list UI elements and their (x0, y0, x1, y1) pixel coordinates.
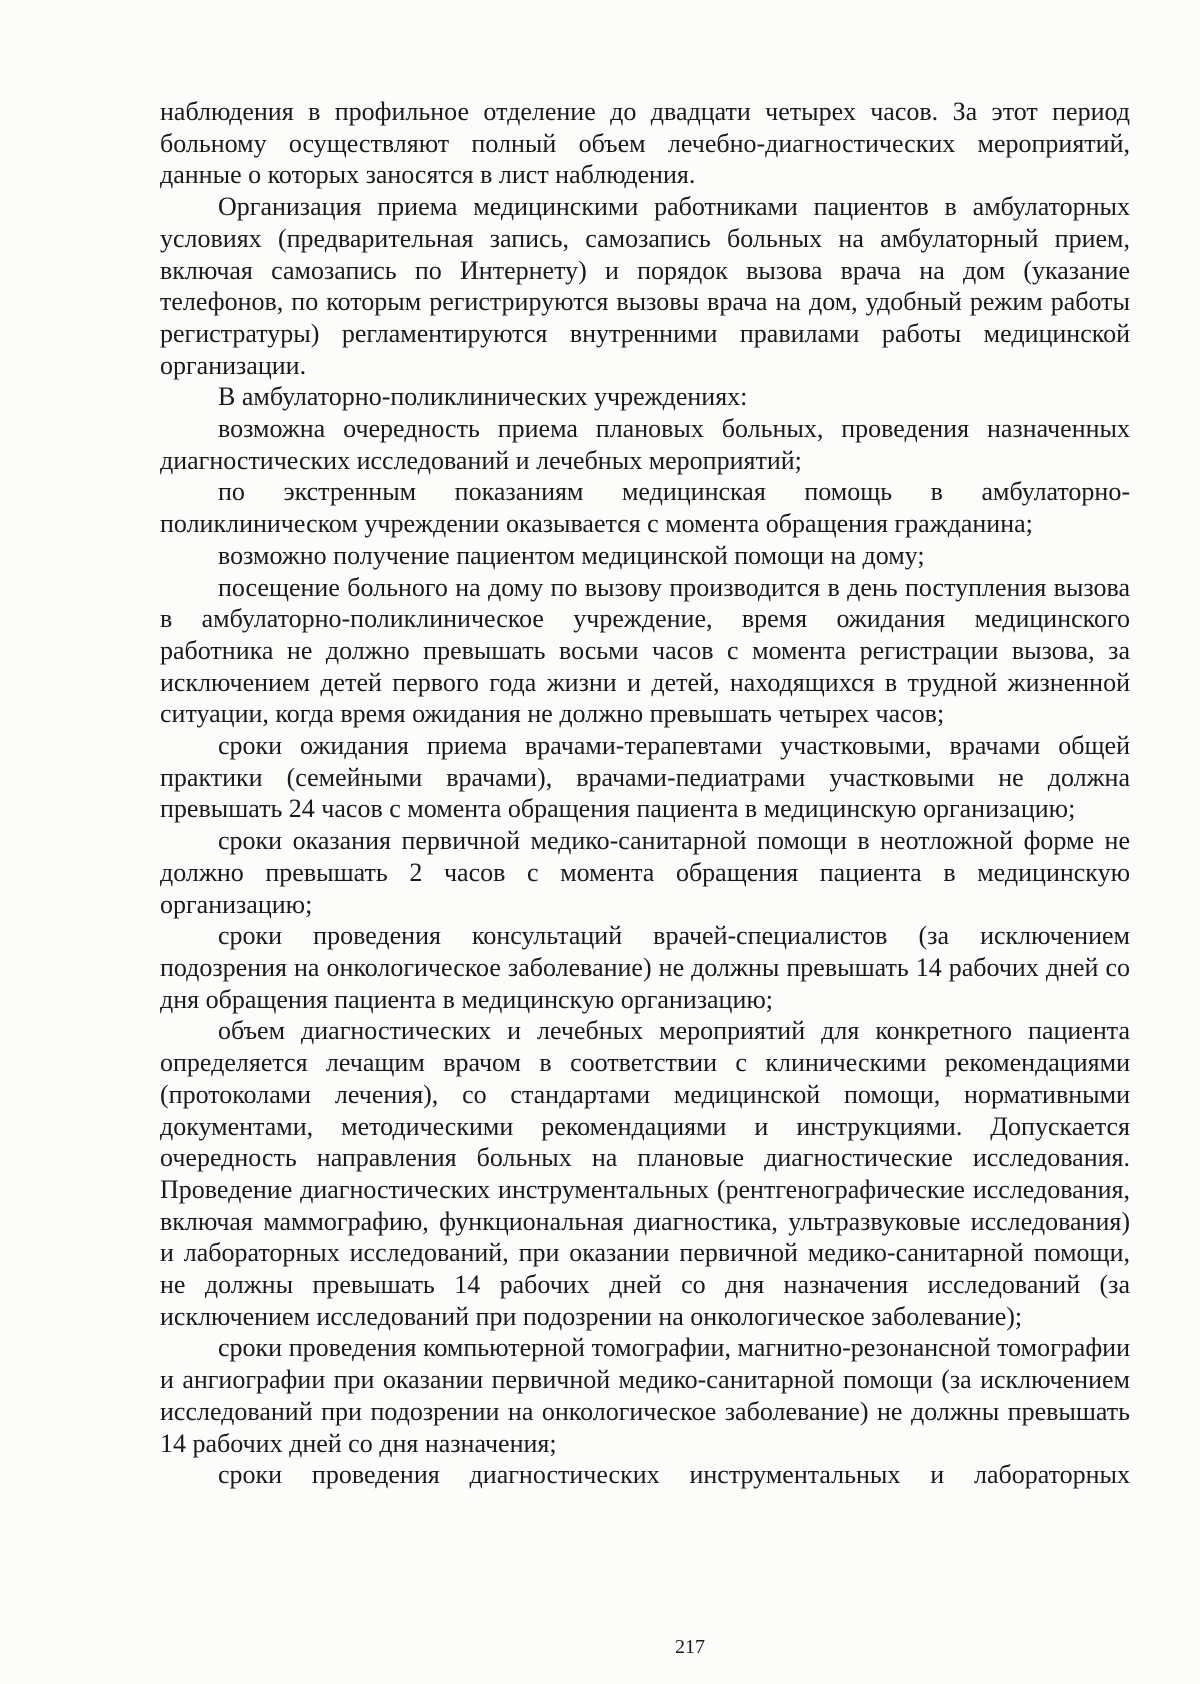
paragraph-diagnostic-scope: объем диагностических и лечебных мероприятий для конкретного пациента определяется лечащим врачом в соответствии с клиническими рекомендациями (протоколами лечения), со стандартами медицинской помощи, нормативными документами, методическими рекомендациями и инструкциями. Допускается очередность направления больных на плановые диагностические исследования. Проведение диагностических инструментальных (рентгенографические исследования, включая маммографию, функциональная диагностика, ультразвуковые исследования) и лабораторных исследований, при оказании первичной медико-санитарной помощи, не должны превышать 14 рабочих дней со дня назначения исследований (за исключением исследований при подозрении на онкологическое заболевание); (160, 1016, 1130, 1331)
paragraph-emergency-care: по экстренным показаниям медицинская помощь в амбулаторно-поликлиническом учреждении оказывается с момента обращения гражданина; (160, 477, 1130, 539)
paragraph-continuation: наблюдения в профильное отделение до двадцати четырех часов. За этот период больному осуществляют полный объем лечебно-диагностических мероприятий, данные о которых заносятся в лист наблюдения. (160, 97, 1130, 190)
paragraph-appointment-organization: Организация приема медицинскими работниками пациентов в амбулаторных условиях (предварительная запись, самозапись больных на амбулаторный прием, включая самозапись по Интернету) и порядок вызова врача на дом (указание телефонов, по которым регистрируются вызовы врача на дом, удобный режим работы регистратуры) регламентируются внутренними правилами работы медицинской организации. (160, 192, 1130, 380)
paragraph-therapist-wait: сроки ожидания приема врачами-терапевтами участковыми, врачами общей практики (семейными врачами), врачами-педиатрами участковыми не должна превышать 24 часов с момента обращения пациента в медицинскую организацию; (160, 731, 1130, 824)
paragraph-diagnostic-terms: сроки проведения диагностических инструментальных и лабораторных (218, 1460, 1130, 1490)
paragraph-outpatient-intro: В амбулаторно-поликлинических учреждениях: (218, 382, 748, 412)
paragraph-home-visit: посещение больного на дому по вызову производится в день поступления вызова в амбулаторно-поликлиническое учреждение, время ожидания медицинского работника не должно превышать восьми часов с момента регистрации вызова, за исключением детей первого года жизни и детей, находящихся в трудной жизненной ситуации, когда время ожидания не должно превышать четырех часов; (160, 572, 1130, 729)
paragraph-home-care: возможно получение пациентом медицинской помощи на дому; (218, 540, 925, 570)
paragraph-urgent-care-wait: сроки оказания первичной медико-санитарной помощи в неотложной форме не должно превышать 2 часов с момента обращения пациента в медицинскую организацию; (160, 826, 1130, 919)
page-number: 217 (675, 1636, 705, 1658)
paragraph-specialist-consultation: сроки проведения консультаций врачей-специалистов (за исключением подозрения на онкологическое заболевание) не должны превышать 14 рабочих дней со дня обращения пациента в медицинскую организацию; (160, 921, 1130, 1014)
paragraph-tomography: сроки проведения компьютерной томографии, магнитно-резонансной томографии и ангиографии при оказании первичной медико-санитарной помощи (за исключением исследований при подозрении на онкологическое заболевание) не должны превышать 14 рабочих дней со дня назначения; (160, 1333, 1130, 1458)
paragraph-planned-queue: возможна очередность приема плановых больных, проведения назначенных диагностических исследований и лечебных мероприятий; (160, 414, 1130, 475)
body-text (160, 96, 1130, 1491)
